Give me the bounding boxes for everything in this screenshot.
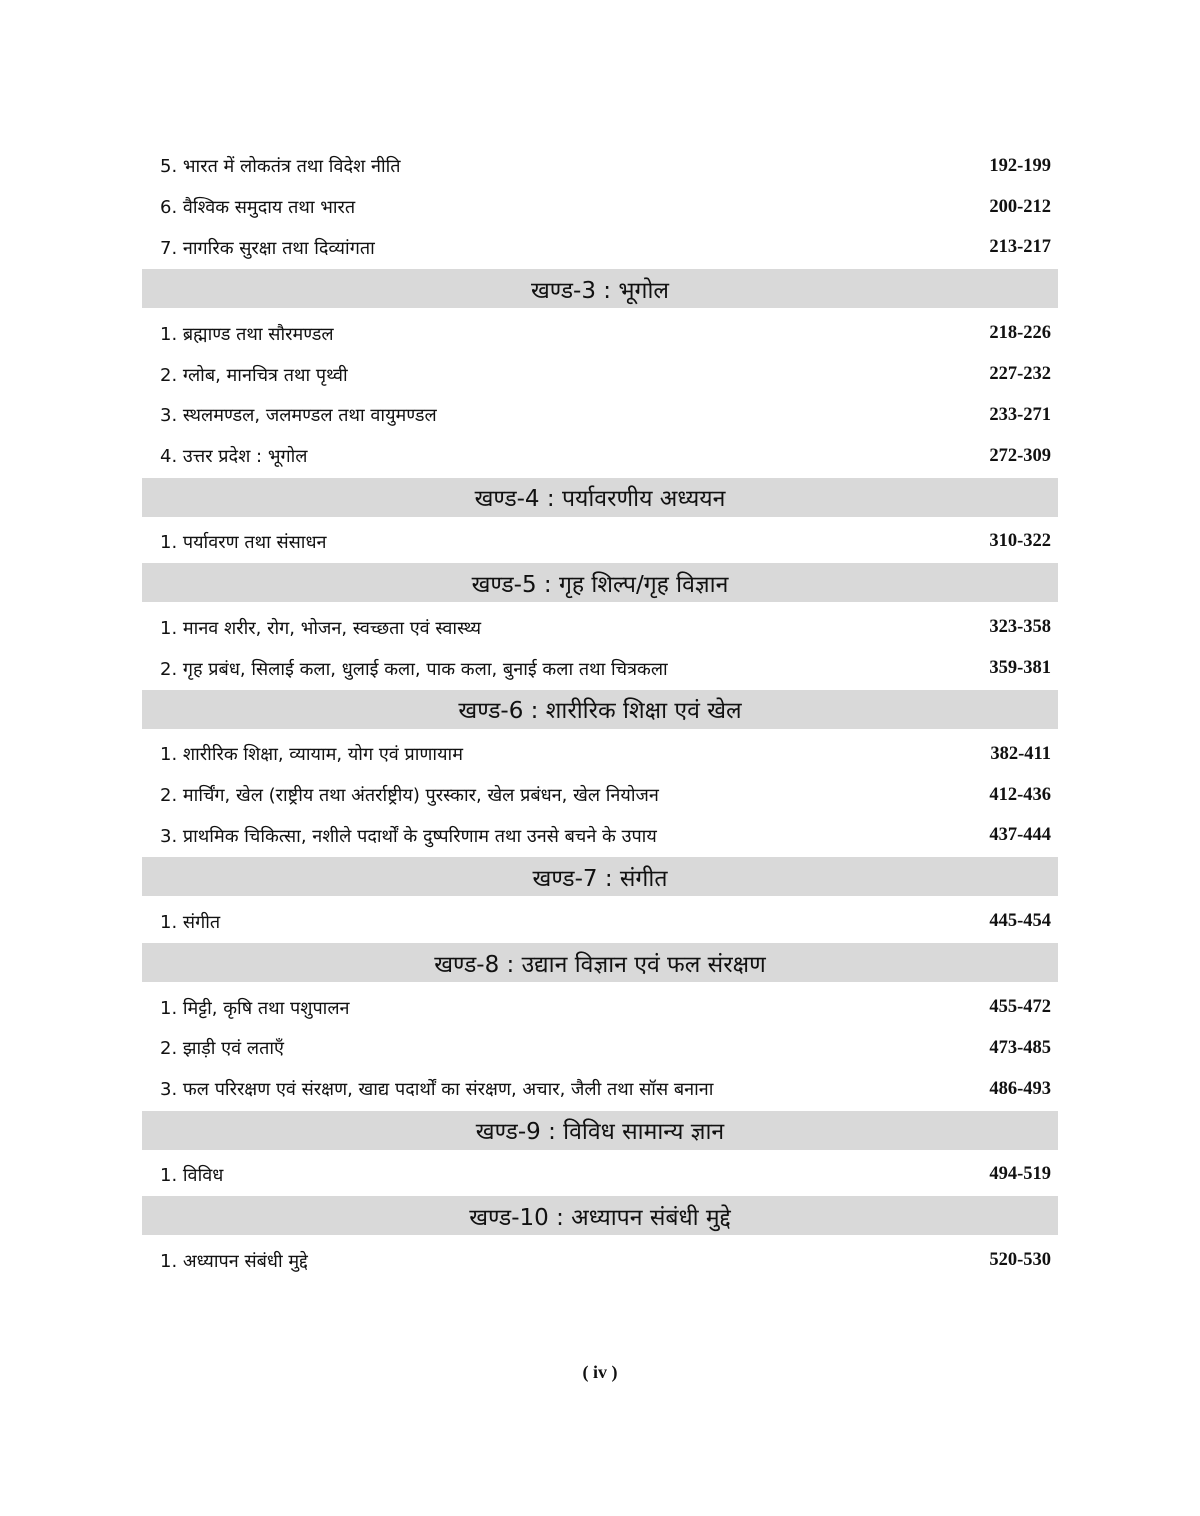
page-range: 359-381: [989, 658, 1051, 679]
page-range: 227-232: [989, 364, 1051, 385]
section-heading: [142, 478, 1058, 517]
toc-entry: [142, 1028, 1058, 1069]
page-range: 382-411: [990, 743, 1051, 764]
toc-entry: [142, 187, 1058, 228]
toc-entry: [142, 436, 1058, 477]
page-range: 486-493: [989, 1078, 1051, 1099]
chapter-title: 1. शारीरिक शिक्षा, व्यायाम, योग एवं प्राणायाम: [160, 744, 463, 766]
page-range: 310-322: [989, 531, 1051, 552]
section-heading: [142, 269, 1058, 308]
chapter-title: 1. पर्यावरण तथा संसाधन: [160, 531, 327, 553]
toc-entry: [142, 1240, 1058, 1281]
chapter-title: 3. फल परिरक्षण एवं संरक्षण, खाद्य पदार्थों का संरक्षण, अचार, जैली तथा सॉस बनाना: [160, 1079, 714, 1101]
chapter-title: 6. वैश्विक समुदाय तथा भारत: [160, 197, 356, 219]
toc-entry: [142, 901, 1058, 942]
page-range: 473-485: [989, 1037, 1051, 1058]
page-range: 494-519: [989, 1164, 1051, 1185]
section-title: खण्ड-5 : गृह शिल्प/गृह विज्ञान: [471, 571, 729, 598]
page-range: 520-530: [989, 1250, 1051, 1271]
chapter-title: 3. प्राथमिक चिकित्सा, नशीले पदार्थों के दुष्परिणाम तथा उनसे बचने के उपाय: [160, 825, 657, 847]
chapter-title: 2. झाड़ी एवं लताएँ: [160, 1038, 284, 1060]
section-title: खण्ड-6 : शारीरिक शिक्षा एवं खेल: [458, 698, 742, 725]
table-of-contents: [142, 146, 1058, 1281]
toc-entry: [142, 987, 1058, 1028]
section-title: खण्ड-8 : उद्यान विज्ञान एवं फल संरक्षण: [434, 951, 766, 978]
chapter-title: 3. स्थलमण्डल, जलमण्डल तथा वायुमण्डल: [160, 405, 437, 427]
toc-entry: [142, 522, 1058, 563]
chapter-title: 2. ग्लोब, मानचित्र तथा पृथ्वी: [160, 364, 348, 386]
chapter-title: 4. उत्तर प्रदेश : भूगोल: [160, 446, 308, 468]
toc-entry: [142, 607, 1058, 648]
page-range: 218-226: [989, 323, 1051, 344]
chapter-title: 1. अध्यापन संबंधी मुद्दे: [160, 1250, 308, 1272]
toc-entry: [142, 228, 1058, 269]
section-heading: [142, 943, 1058, 982]
toc-entry: [142, 354, 1058, 395]
section-title: खण्ड-7 : संगीत: [532, 865, 668, 892]
chapter-title: 1. विविध: [160, 1164, 224, 1186]
page-range: 192-199: [989, 155, 1051, 176]
section-title: खण्ड-4 : पर्यावरणीय अध्ययन: [474, 486, 726, 513]
section-heading: [142, 563, 1058, 602]
chapter-title: 1. मानव शरीर, रोग, भोजन, स्वच्छता एवं स्वास्थ्य: [160, 617, 482, 639]
section-heading: [142, 1196, 1058, 1235]
chapter-title: 1. मिट्टी, कृषि तथा पशुपालन: [160, 997, 350, 1019]
toc-entry: [142, 1155, 1058, 1196]
section-heading: [142, 1111, 1058, 1150]
page-range: 233-271: [989, 404, 1051, 425]
toc-entry: [142, 775, 1058, 816]
section-heading: [142, 690, 1058, 729]
toc-entry: [142, 816, 1058, 857]
toc-entry: [142, 395, 1058, 436]
toc-entry: [142, 734, 1058, 775]
chapter-title: 5. भारत में लोकतंत्र तथा विदेश नीति: [160, 156, 401, 178]
page-number: ( iv ): [582, 1362, 618, 1382]
chapter-title: 7. नागरिक सुरक्षा तथा दिव्यांगता: [160, 237, 375, 259]
page-range: 213-217: [989, 237, 1051, 258]
page-range: 412-436: [989, 784, 1051, 805]
chapter-title: 1. ब्रह्माण्ड तथा सौरमण्डल: [160, 323, 334, 345]
page-range: 323-358: [989, 617, 1051, 638]
toc-entry: [142, 648, 1058, 689]
toc-entry: [142, 1069, 1058, 1110]
page-range: 200-212: [989, 196, 1051, 217]
section-title: खण्ड-10 : अध्यापन संबंधी मुद्दे: [469, 1204, 731, 1231]
section-title: खण्ड-9 : विविध सामान्य ज्ञान: [475, 1119, 725, 1146]
chapter-title: 1. संगीत: [160, 911, 221, 933]
page-range: 455-472: [989, 997, 1051, 1018]
toc-entry: [142, 313, 1058, 354]
page-range: 437-444: [989, 825, 1051, 846]
page-range: 445-454: [989, 911, 1051, 932]
chapter-title: 2. मार्चिंग, खेल (राष्ट्रीय तथा अंतर्राष्ट्रीय) पुरस्कार, खेल प्रबंधन, खेल नियोजन: [160, 785, 659, 807]
chapter-title: 2. गृह प्रबंध, सिलाई कला, धुलाई कला, पाक कला, बुनाई कला तथा चित्रकला: [160, 658, 668, 680]
section-heading: [142, 857, 1058, 896]
page-range: 272-309: [989, 445, 1051, 466]
toc-entry: [142, 146, 1058, 187]
section-title: खण्ड-3 : भूगोल: [530, 277, 670, 304]
